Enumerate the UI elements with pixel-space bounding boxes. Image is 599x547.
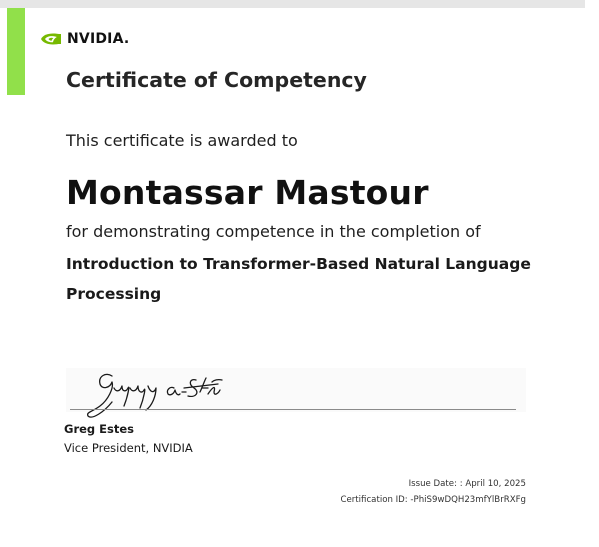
signer-name: Greg Estes [64,422,134,436]
recipient-name: Montassar Mastour [66,173,429,212]
course-title: Introduction to Transformer-Based Natural Language Processing [66,255,531,303]
nvidia-logo [40,30,129,48]
awarded-text: This certificate is awarded to [66,131,298,150]
certification-id: Certification ID: -PhiS9wDQH23mfYlBrRXFg [340,495,526,505]
signature-line [70,409,516,410]
nvidia-eye-icon [40,31,64,47]
brand-accent-bar [7,8,25,95]
handwritten-signature [84,366,234,426]
demonstrating-text: for demonstrating competence in the completion of [66,222,481,241]
certificate-title: Certificate of Competency [66,68,367,92]
issue-date: Issue Date: : April 10, 2025 [408,479,526,489]
top-border-strip [0,0,585,8]
signer-title: Vice President, NVIDIA [64,441,193,455]
nvidia-wordmark: NVIDIA. [67,31,130,47]
